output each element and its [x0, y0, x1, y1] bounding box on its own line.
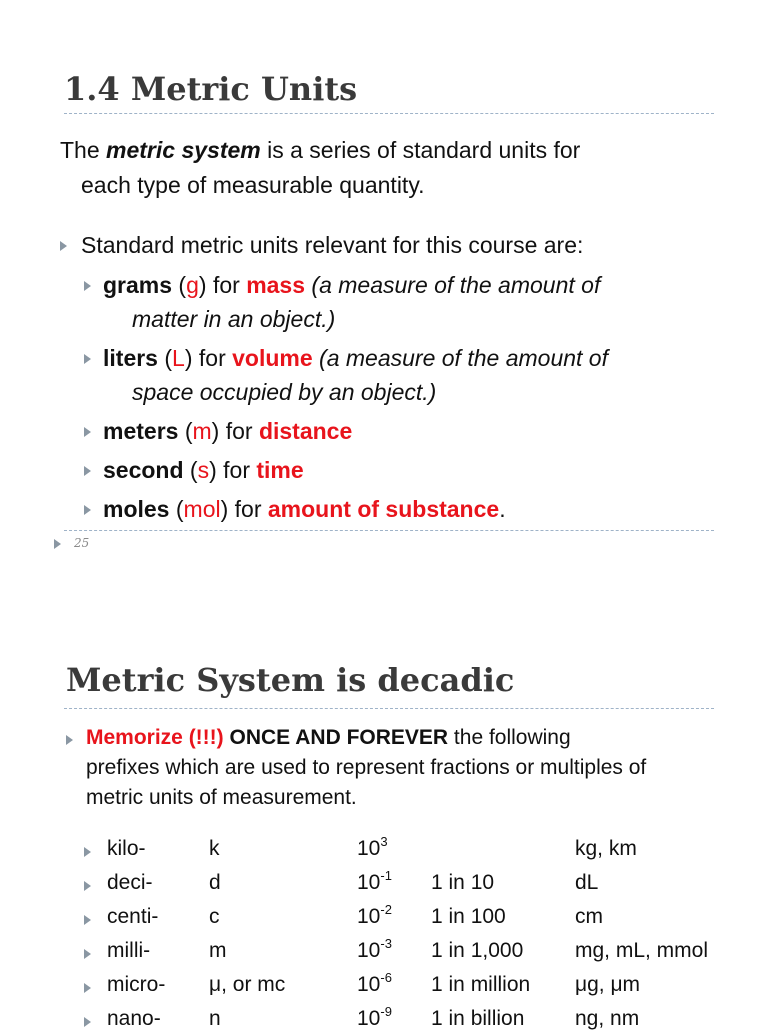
slide-title: Metric System is decadic — [66, 661, 515, 699]
unit-for: ) for — [184, 345, 233, 371]
power-cell — [357, 936, 392, 963]
sub-bullet-arrow-icon — [84, 427, 91, 437]
prefix-cell: centi- — [107, 905, 159, 928]
sub-bullet-arrow-icon — [84, 281, 91, 291]
bullet-arrow-icon — [60, 241, 67, 251]
symbol-cell: n — [209, 1007, 221, 1030]
footer-divider — [64, 530, 714, 531]
symbol-cell: μ, or mc — [209, 973, 286, 996]
intro-pre: The — [60, 137, 107, 163]
power-cell — [357, 1004, 392, 1031]
unit-quantity: distance — [258, 418, 353, 444]
power-cell — [357, 834, 388, 861]
unit-for: ) for — [209, 457, 257, 483]
power-exponent: -1 — [380, 868, 392, 883]
memorize-line3: metric units of measurement. — [86, 786, 357, 809]
title-divider — [64, 113, 714, 114]
ratio-cell: 1 in million — [431, 973, 531, 996]
power-cell — [357, 902, 392, 929]
unit-item: second (s) for time — [103, 457, 304, 483]
symbol-cell: k — [209, 837, 220, 860]
examples-cell: cm — [575, 905, 603, 928]
power-exponent: -3 — [380, 936, 392, 951]
once-forever: ONCE AND FOREVER — [229, 726, 449, 749]
slide-title: 1.4 Metric Units — [64, 70, 358, 108]
memorize-line2: prefixes which are used to represent fractions or multiples of — [86, 756, 647, 779]
power-base: 10 — [357, 837, 381, 860]
ratio-cell: 1 in 100 — [431, 905, 506, 928]
row-arrow-icon — [84, 881, 91, 891]
footer-arrow-icon — [54, 539, 61, 549]
memorize-line — [86, 723, 571, 753]
examples-cell: dL — [575, 871, 599, 894]
power-base: 10 — [357, 871, 381, 894]
unit-symbol: mol — [183, 496, 221, 522]
unit-quantity: time — [256, 457, 304, 483]
prefix-cell: milli- — [107, 939, 151, 962]
page-number: 25 — [74, 536, 90, 550]
power-exponent: -6 — [380, 970, 392, 985]
unit-name: grams — [103, 272, 173, 298]
power-cell — [357, 970, 392, 997]
sub-bullet-arrow-icon — [84, 354, 91, 364]
row-arrow-icon — [84, 1017, 91, 1027]
sub-bullet-arrow-icon — [84, 505, 91, 515]
examples-cell: mg, mL, mmol — [575, 939, 709, 962]
unit-quantity: amount of substance — [267, 496, 500, 522]
row-arrow-icon — [84, 949, 91, 959]
intro-line2: each type of measurable quantity. — [81, 172, 425, 198]
examples-cell: ng, nm — [575, 1007, 640, 1030]
title-divider — [64, 708, 714, 709]
unit-symbol: m — [192, 418, 212, 444]
sub-bullet-arrow-icon — [84, 466, 91, 476]
unit-quantity: volume — [232, 345, 313, 371]
symbol-cell: d — [209, 871, 221, 894]
symbol-cell: c — [209, 905, 220, 928]
row-arrow-icon — [84, 983, 91, 993]
memorize-label: Memorize (!!!) — [86, 726, 224, 749]
ratio-cell: 1 in 10 — [431, 871, 495, 894]
examples-cell: kg, km — [575, 837, 637, 860]
unit-item: liters (L) for volume (a measure of the amount of — [103, 345, 608, 371]
symbol-cell: m — [209, 939, 227, 962]
row-arrow-icon — [84, 847, 91, 857]
prefix-cell: micro- — [107, 973, 166, 996]
bullet-intro: Standard metric units relevant for this course are: — [81, 232, 584, 258]
intro-term: metric system — [106, 137, 261, 163]
unit-item: grams (g) for mass (a measure of the amount of — [103, 272, 601, 298]
unit-name: liters — [103, 345, 158, 371]
power-exponent: -9 — [380, 1004, 392, 1019]
power-base: 10 — [357, 973, 381, 996]
line1-rest: the following — [448, 726, 571, 749]
unit-name: meters — [103, 418, 179, 444]
unit-for: ) for — [211, 418, 259, 444]
examples-cell: μg, μm — [575, 973, 641, 996]
unit-item: moles (mol) for amount of substance. — [103, 496, 506, 522]
intro-post: is a series of standard units for — [260, 137, 581, 163]
unit-symbol: g — [186, 272, 199, 298]
prefix-cell: kilo- — [107, 837, 146, 860]
power-exponent: 3 — [380, 834, 388, 849]
unit-description: (a measure of the amount of — [311, 272, 601, 298]
unit-for: ) for — [198, 272, 247, 298]
bullet-arrow-icon — [66, 735, 73, 745]
power-exponent: -2 — [380, 902, 392, 917]
prefix-cell: deci- — [107, 871, 153, 894]
prefix-cell: nano- — [107, 1007, 161, 1030]
unit-symbol: L — [172, 345, 185, 371]
ratio-cell: 1 in billion — [431, 1007, 525, 1030]
unit-quantity: mass — [246, 272, 306, 298]
unit-name: moles — [103, 496, 170, 522]
row-arrow-icon — [84, 915, 91, 925]
unit-description-cont: matter in an object.) — [132, 306, 336, 332]
unit-item: meters (m) for distance — [103, 418, 353, 444]
power-base: 10 — [357, 939, 381, 962]
unit-description: (a measure of the amount of — [319, 345, 608, 371]
unit-tail: . — [499, 496, 506, 522]
unit-description-cont: space occupied by an object.) — [132, 379, 437, 405]
power-base: 10 — [357, 1007, 381, 1030]
power-base: 10 — [357, 905, 381, 928]
unit-symbol: s — [197, 457, 210, 483]
ratio-cell: 1 in 1,000 — [431, 939, 524, 962]
unit-name: second — [103, 457, 184, 483]
intro-paragraph — [60, 133, 580, 167]
power-cell — [357, 868, 392, 895]
unit-for: ) for — [220, 496, 268, 522]
